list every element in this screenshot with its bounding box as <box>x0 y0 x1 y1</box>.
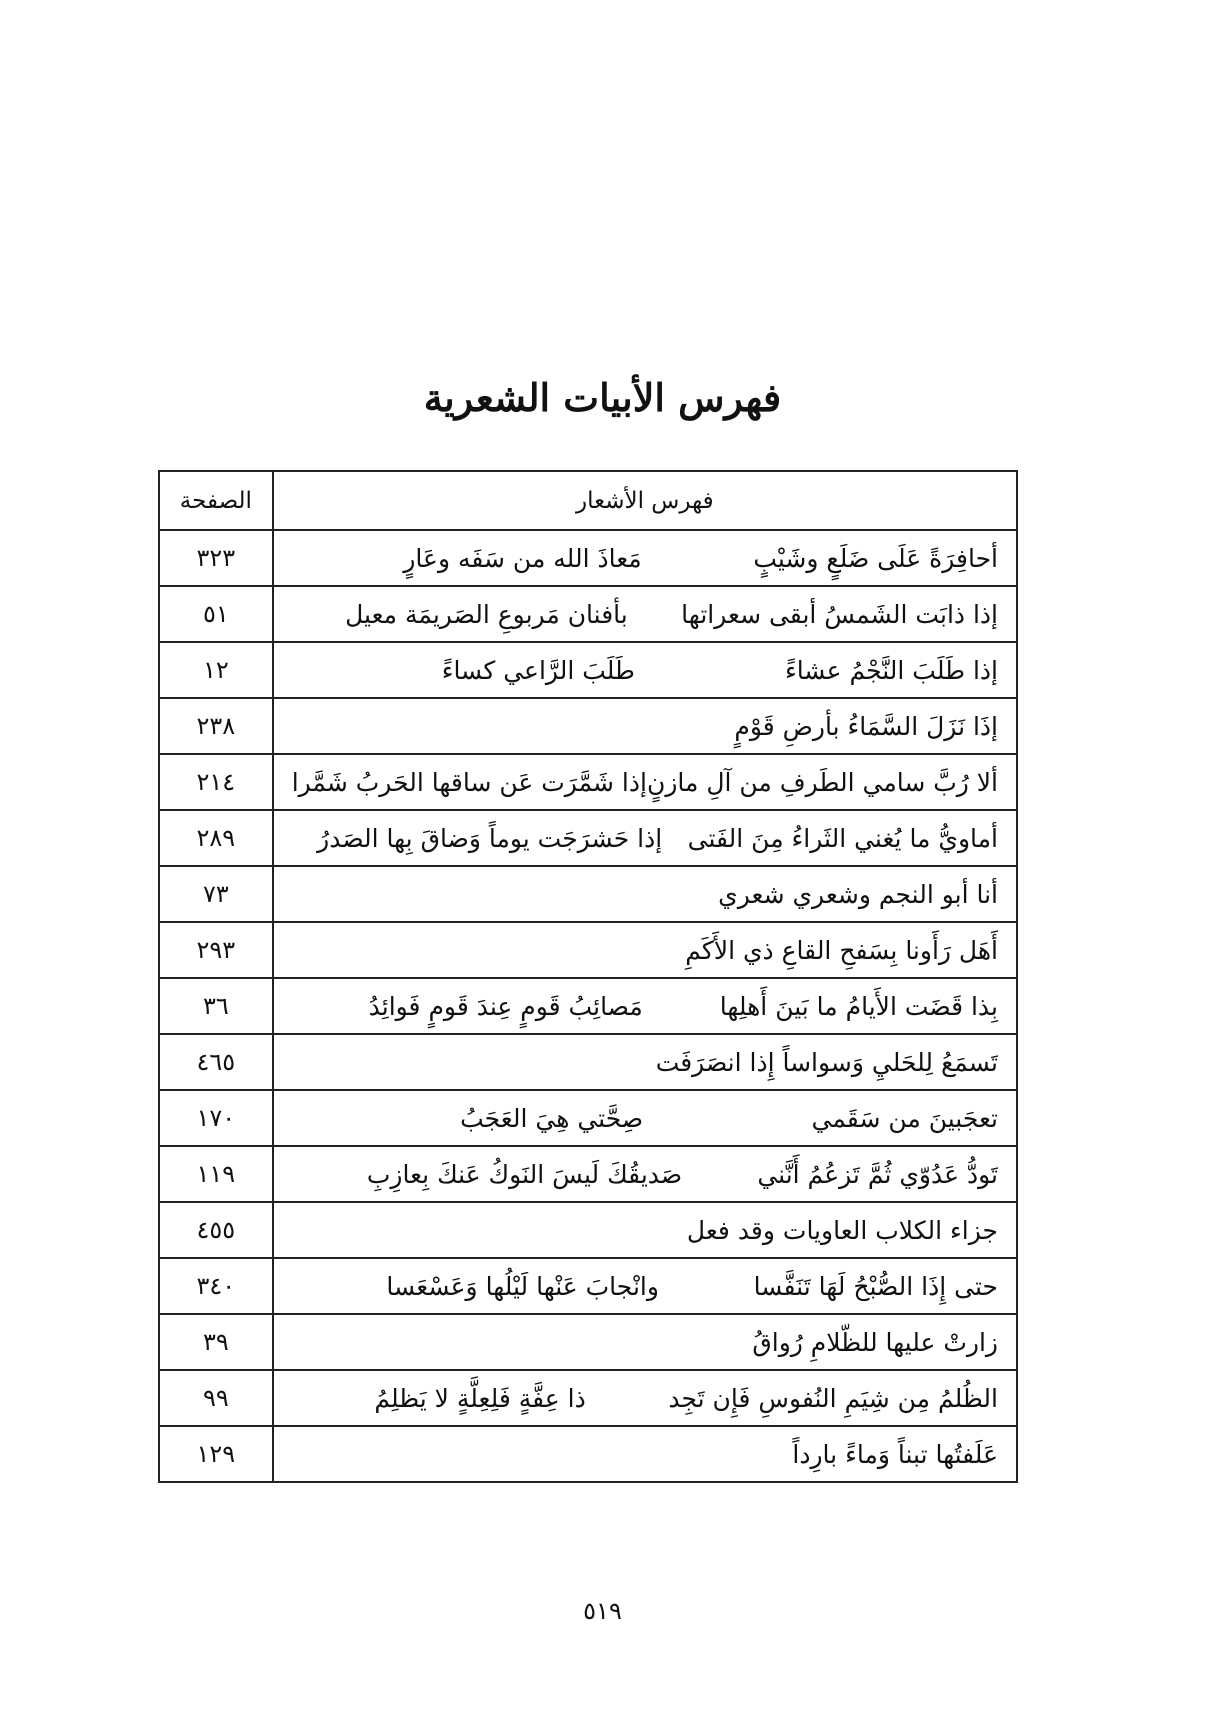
table-row <box>159 1034 1017 1090</box>
verse-first-hemistich: زارتْ عليها للظّلامِ رُواقُ <box>752 1327 998 1357</box>
poetry-index-table <box>158 470 1018 1483</box>
verse-line <box>274 992 1016 1021</box>
verse-first-hemistich: تعجَبينَ من سَقَمي <box>811 1103 998 1133</box>
verse-line <box>274 656 1016 685</box>
header-page: الصفحة <box>159 471 273 530</box>
page-number: ٥١٩ <box>583 1597 622 1625</box>
verse-cell <box>273 1370 1017 1426</box>
verse-cell <box>273 1202 1017 1258</box>
verse-line <box>274 824 1016 853</box>
verse-second-hemistich: مَعاذَ الله من سَفَه وعَارٍ <box>403 543 642 573</box>
page-ref-cell: ٢٩٣ <box>159 922 273 978</box>
verse-line <box>274 1272 1016 1301</box>
table-row <box>159 1090 1017 1146</box>
page-ref-cell: ٥١ <box>159 586 273 642</box>
verse-line <box>274 936 1016 965</box>
table-row <box>159 1146 1017 1202</box>
verse-second-hemistich: ذا عِفَّةٍ فَلِعِلَّةٍ لا يَظلِمُ <box>374 1383 586 1413</box>
verse-line <box>274 544 1016 573</box>
verse-cell <box>273 866 1017 922</box>
page-ref-cell: ٢١٤ <box>159 754 273 810</box>
verse-first-hemistich: جزاء الكلاب العاويات وقد فعل <box>686 1215 998 1245</box>
table-row <box>159 642 1017 698</box>
page-ref-cell: ١٧٠ <box>159 1090 273 1146</box>
table-row <box>159 978 1017 1034</box>
page-ref-cell: ٤٦٥ <box>159 1034 273 1090</box>
verse-second-hemistich: مَصائِبُ قَومٍ عِندَ قَومٍ فَوائِدُ <box>368 991 643 1021</box>
table-row <box>159 1258 1017 1314</box>
page-ref-cell: ٣٩ <box>159 1314 273 1370</box>
verse-first-hemistich: بِذا قَضَت الأَيامُ ما بَينَ أَهلِها <box>719 991 998 1021</box>
verse-first-hemistich: تَودُّ عَدُوّي ثُمَّ تَزعُمُ أَنَّني <box>757 1159 998 1189</box>
verse-line <box>274 1384 1016 1413</box>
verse-line <box>274 1048 1016 1077</box>
verse-cell <box>273 698 1017 754</box>
verse-first-hemistich: ألا رُبَّ سامي الطَرفِ من آلِ مازنٍ <box>646 767 998 797</box>
verse-second-hemistich: صِحَّتي هِيَ العَجَبُ <box>460 1103 644 1133</box>
verse-line <box>274 1328 1016 1357</box>
verse-cell <box>273 586 1017 642</box>
page-title: فهرس الأبيات الشعرية <box>423 375 782 420</box>
verse-cell <box>273 1258 1017 1314</box>
table-row <box>159 922 1017 978</box>
verse-first-hemistich: أنا أبو النجم وشعري شعري <box>718 879 998 909</box>
table-header-row <box>159 471 1017 530</box>
verse-cell <box>273 978 1017 1034</box>
verse-second-hemistich: طَلَبَ الرَّاعي كساءً <box>441 655 635 685</box>
verse-line <box>274 1216 1016 1245</box>
page-ref-cell: ٢٣٨ <box>159 698 273 754</box>
page-ref-cell: ٧٣ <box>159 866 273 922</box>
verse-second-hemistich: بأفنان مَربوعِ الصَريمَة معيل <box>345 599 628 629</box>
verse-first-hemistich: تَسمَعُ لِلحَليِ وَسواساً إِذا انصَرَفَت <box>655 1047 998 1077</box>
verse-line <box>274 768 1016 797</box>
table-row <box>159 1370 1017 1426</box>
table-row <box>159 754 1017 810</box>
verse-cell <box>273 1426 1017 1482</box>
verse-line <box>274 1160 1016 1189</box>
page-ref-cell: ١٢٩ <box>159 1426 273 1482</box>
verse-cell <box>273 530 1017 586</box>
table-row <box>159 1314 1017 1370</box>
verse-first-hemistich: إذا ذابَت الشَمسُ أبقى سعراتها <box>681 599 998 629</box>
verse-cell <box>273 1034 1017 1090</box>
verse-first-hemistich: أماويُّ ما يُغني الثَراءُ مِنَ الفَتى <box>687 823 998 853</box>
verse-line <box>274 880 1016 909</box>
verse-second-hemistich: صَديقُكَ لَيسَ النَوكُ عَنكَ بِعازِبِ <box>366 1159 683 1189</box>
page-ref-cell: ٤٥٥ <box>159 1202 273 1258</box>
table-row <box>159 810 1017 866</box>
verse-first-hemistich: أحافِرَةً عَلَى ضَلَعٍ وشَيْبٍ <box>753 543 998 573</box>
table-row <box>159 586 1017 642</box>
verse-first-hemistich: الظُلمُ مِن شِيَمِ النُفوسِ فَإِن تَجِد <box>668 1383 998 1413</box>
verse-cell <box>273 754 1017 810</box>
table-row <box>159 866 1017 922</box>
verse-first-hemistich: إذَا نَزَلَ السَّمَاءُ بأرضِ قَوْمٍ <box>734 711 998 741</box>
verse-line <box>274 1440 1016 1469</box>
verse-line <box>274 1104 1016 1133</box>
page-ref-cell: ١٢ <box>159 642 273 698</box>
verse-cell <box>273 642 1017 698</box>
verse-first-hemistich: أَهَل رَأَونا بِسَفحِ القاعِ ذي الأَكَمِ <box>685 935 998 965</box>
table-row <box>159 1426 1017 1482</box>
verse-cell <box>273 1314 1017 1370</box>
verse-cell <box>273 1146 1017 1202</box>
page-ref-cell: ٣٤٠ <box>159 1258 273 1314</box>
verse-line <box>274 600 1016 629</box>
verse-cell <box>273 810 1017 866</box>
verse-second-hemistich: إذا حَشرَجَت يوماً وَضاقَ بِها الصَدرُ <box>317 823 663 853</box>
verse-first-hemistich: عَلَفتُها تبناً وَماءً بارِداً <box>792 1439 998 1469</box>
page-ref-cell: ٩٩ <box>159 1370 273 1426</box>
table-row <box>159 530 1017 586</box>
verse-second-hemistich: إذا شَمَّرَت عَن ساقها الحَربُ شَمَّرا <box>291 767 647 797</box>
page-ref-cell: ١١٩ <box>159 1146 273 1202</box>
verse-cell <box>273 1090 1017 1146</box>
table-row <box>159 698 1017 754</box>
verse-second-hemistich: وانْجابَ عَنْها لَيْلُها وَعَسْعَسا <box>386 1271 659 1301</box>
page-ref-cell: ٣٦ <box>159 978 273 1034</box>
header-verses: فهرس الأشعار <box>273 471 1017 530</box>
verse-cell <box>273 922 1017 978</box>
verse-first-hemistich: إذا طَلَبَ النَّجْمُ عشاءً <box>784 655 998 685</box>
verse-first-hemistich: حتى إِذَا الصُّبْحُ لَهَا تَنَفَّسا <box>753 1271 998 1301</box>
table-row <box>159 1202 1017 1258</box>
page-ref-cell: ٢٨٩ <box>159 810 273 866</box>
verse-line <box>274 712 1016 741</box>
page-ref-cell: ٣٢٣ <box>159 530 273 586</box>
